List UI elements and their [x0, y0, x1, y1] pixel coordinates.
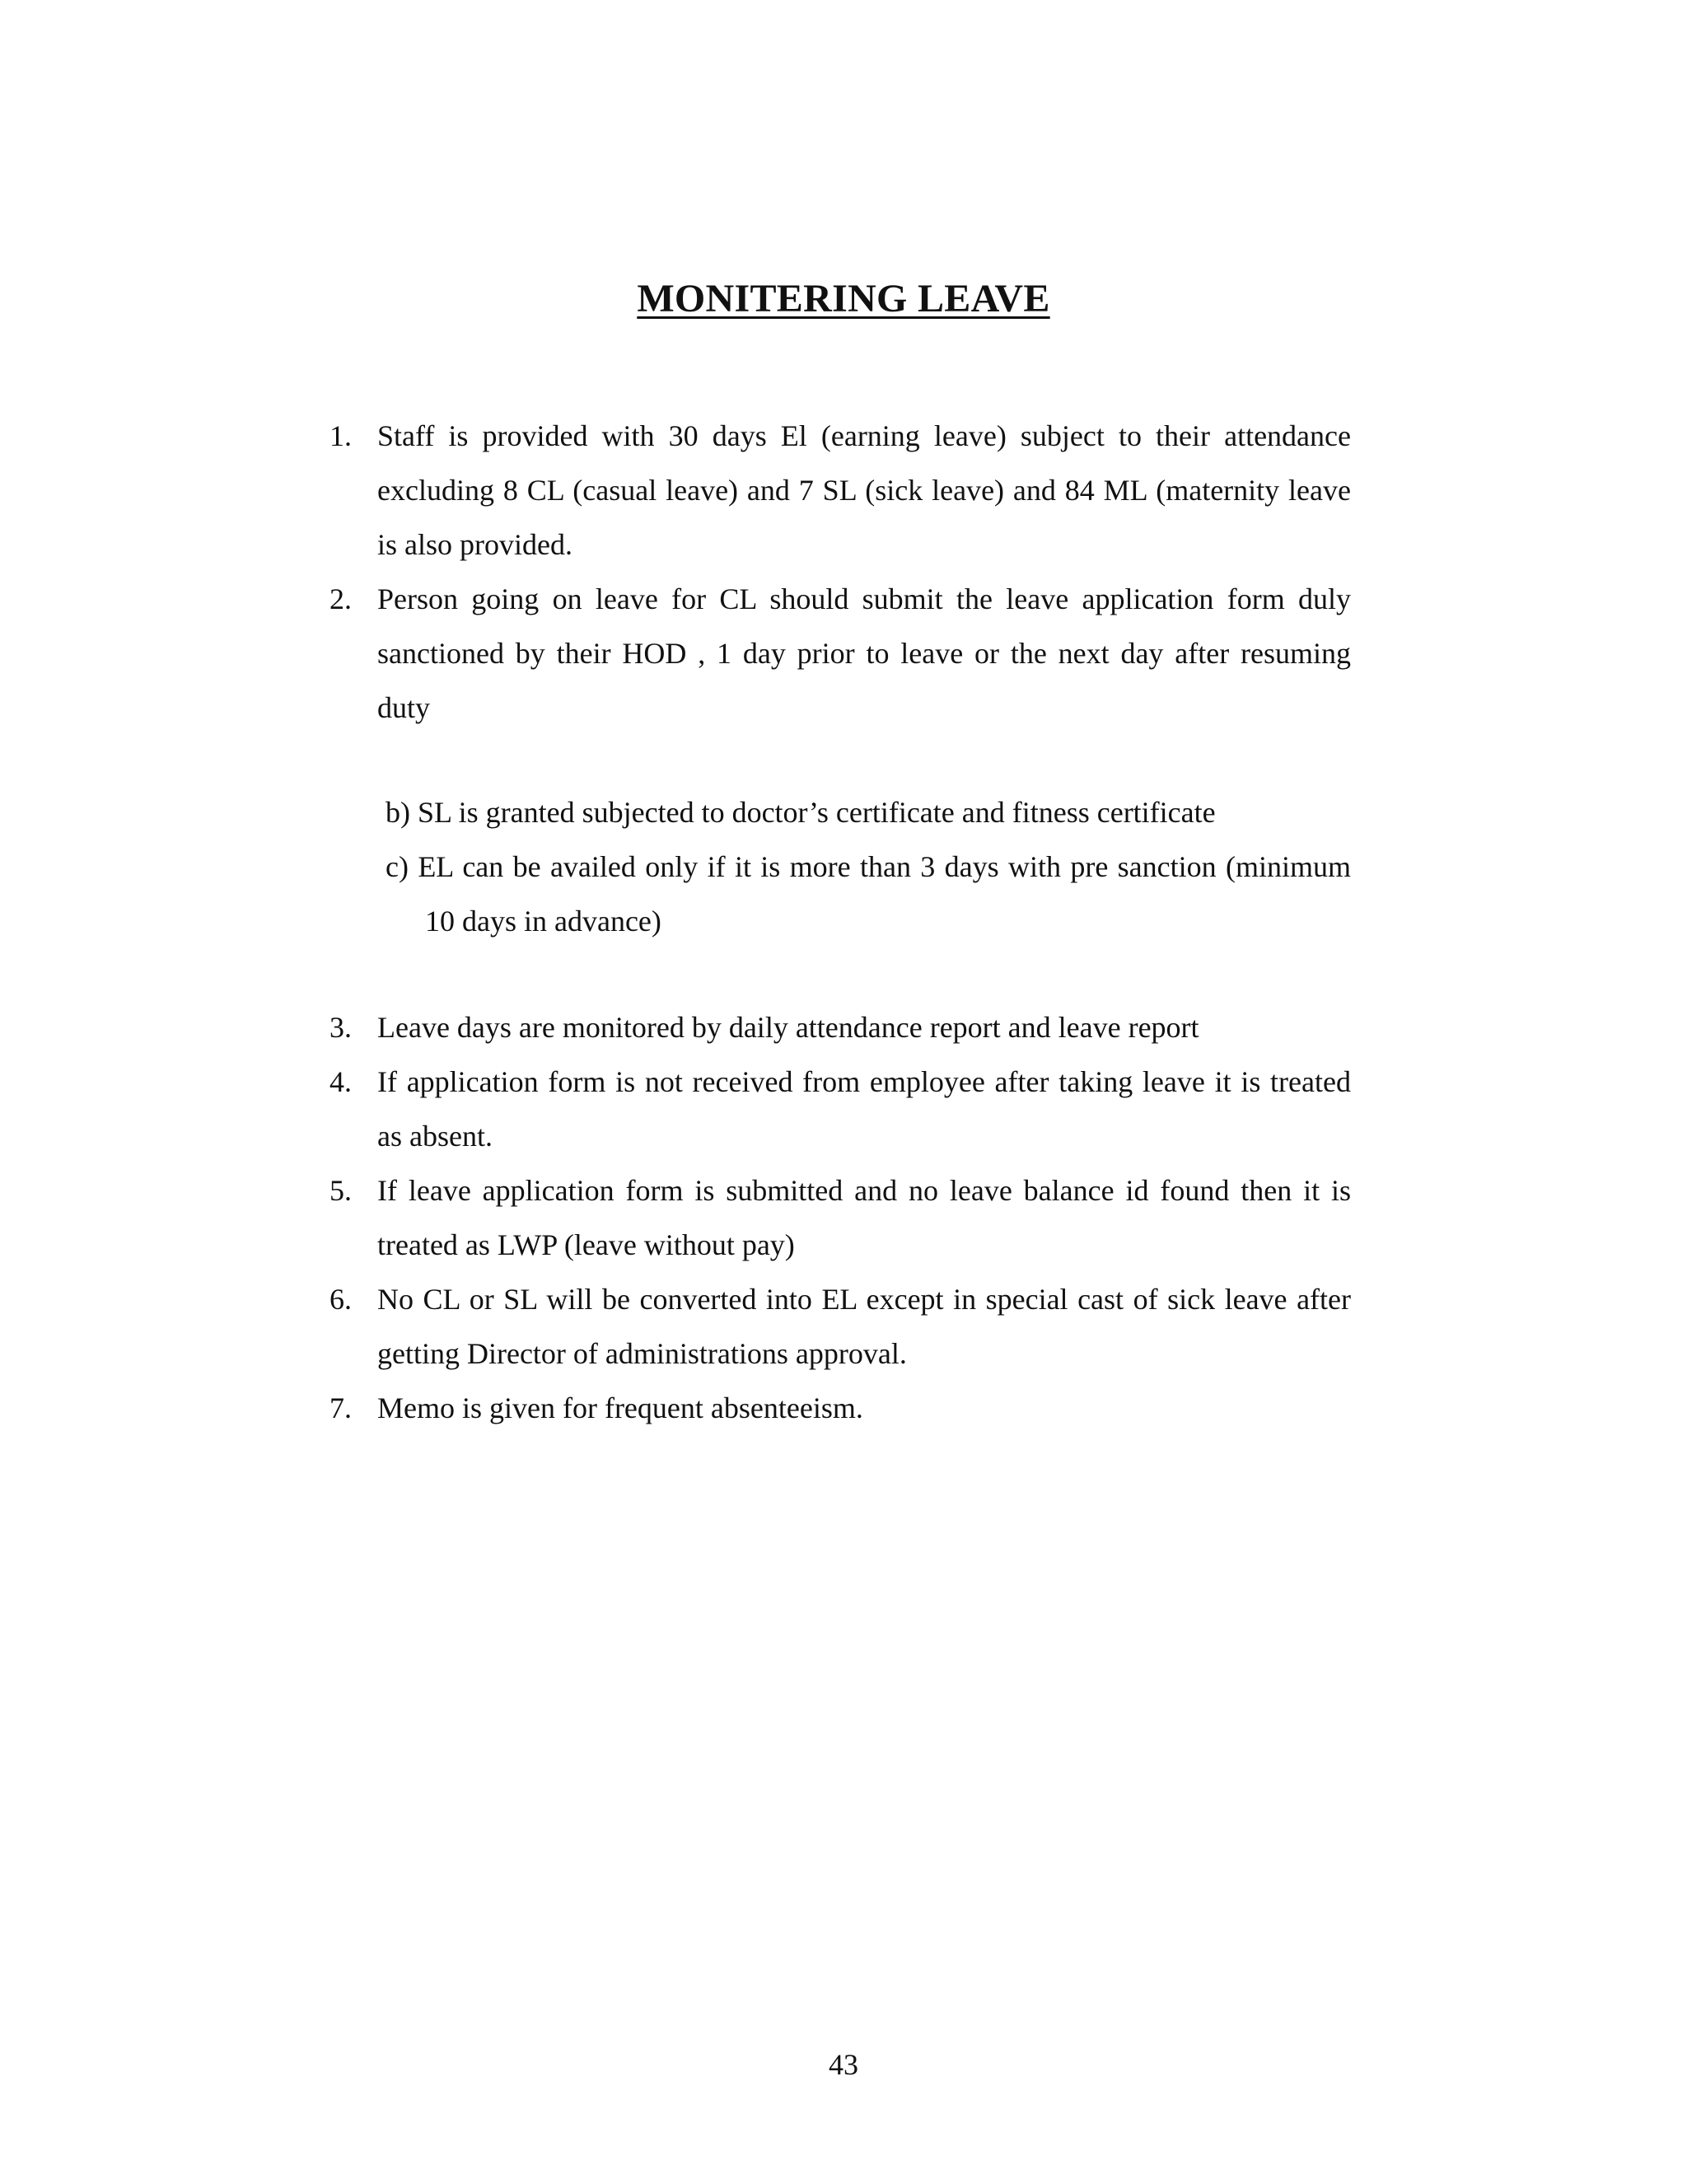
list-item-text: Memo is given for frequent absenteeism. — [377, 1391, 863, 1424]
list-item-number: 6. — [329, 1283, 352, 1316]
leave-rules-subitems — [329, 785, 1351, 948]
list-item-text: Leave days are monitored by daily attendance report and leave report — [377, 1011, 1199, 1044]
list-item-number: 4. — [329, 1065, 352, 1098]
list-item-text: If leave application form is submitted and no leave balance id found then it is treated as LWP (leave without pay) — [377, 1174, 1351, 1261]
list-item-text: If application form is not received from employee after taking leave it is treated as absent. — [377, 1065, 1351, 1153]
list-item-number: 5. — [329, 1174, 352, 1207]
list-item-number: 7. — [329, 1391, 352, 1424]
list-item — [329, 1272, 1351, 1381]
sub-list-item: c) EL can be availed only if it is more than 3 days with pre sanction (minimum 10 days in advance) — [386, 850, 1351, 938]
sub-list-item: b) SL is granted subjected to doctor’s certificate and fitness certificate — [386, 796, 1216, 829]
list-item-text: Staff is provided with 30 days El (earning leave) subject to their attendance excluding 8 CL (casual leave) and 7 SL (sick leave) and 84 ML (maternity leave is also provided. — [377, 419, 1351, 561]
list-item — [329, 1381, 1351, 1435]
page-title: MONITERING LEAVE — [637, 277, 1050, 320]
leave-rules-list-part-1 — [329, 409, 1351, 735]
list-item-number: 3. — [329, 1011, 352, 1044]
list-item-number: 2. — [329, 582, 352, 615]
list-item-number: 1. — [329, 419, 352, 452]
list-item — [329, 1163, 1351, 1272]
list-item — [329, 1055, 1351, 1163]
list-item-text: No CL or SL will be converted into EL except in special cast of sick leave after getting Director of administrations approval. — [377, 1283, 1351, 1370]
leave-rules-list-part-2 — [329, 1000, 1351, 1435]
list-item-text: Person going on leave for CL should submit the leave application form duly sanctioned by their HOD , 1 day prior to leave or the next day after resuming duty — [377, 582, 1351, 724]
list-item — [329, 572, 1351, 735]
list-item — [329, 409, 1351, 572]
page-number: 43 — [829, 2048, 858, 2081]
list-item — [329, 1000, 1351, 1055]
